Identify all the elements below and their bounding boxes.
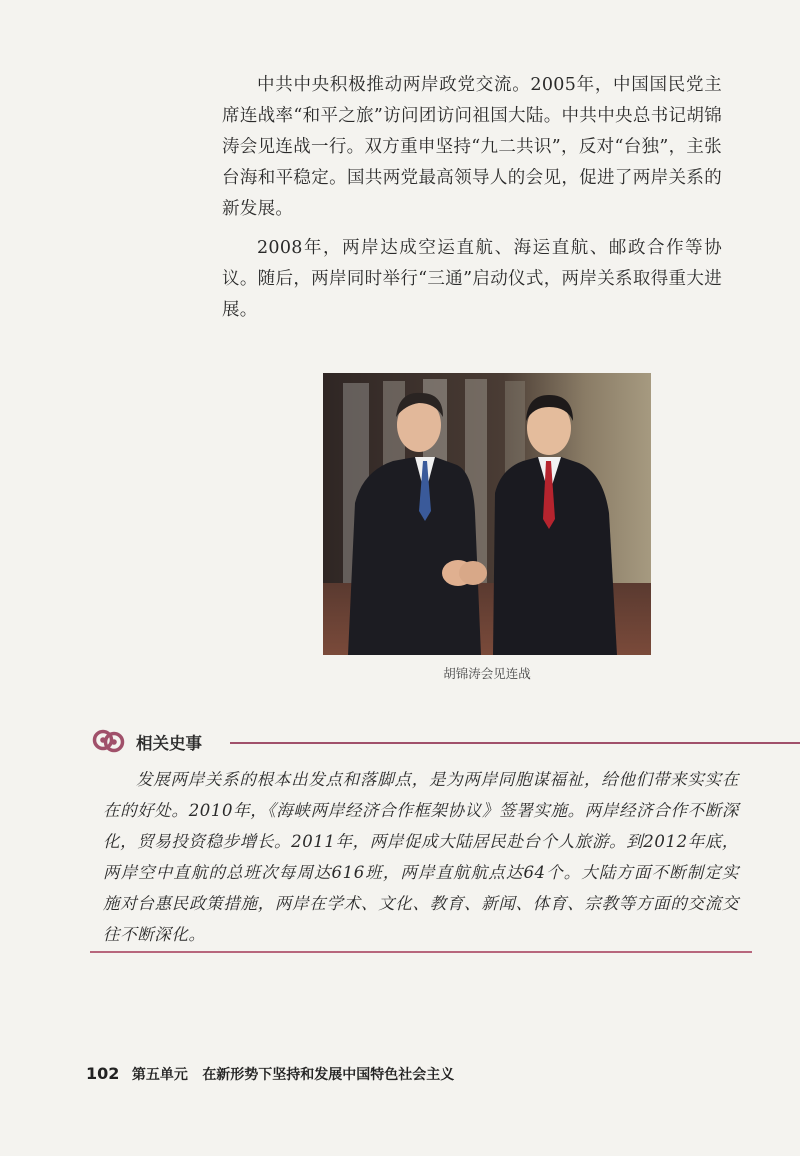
swirl-icon bbox=[92, 724, 126, 758]
unit-label: 第五单元 bbox=[131, 1067, 188, 1083]
related-history-title: 相关史事 bbox=[136, 734, 202, 753]
paragraph-three-links: 2008年，两岸达成空运直航、海运直航、邮政合作等协议。随后，两岸同时举行“三通”启动仪式，两岸关系取得重大进展。 bbox=[222, 238, 722, 320]
photo-handshake bbox=[323, 373, 651, 655]
handshake-illustration bbox=[323, 373, 651, 655]
related-history-text: 发展两岸关系的根本出发点和落脚点，是为两岸同胞谋福祉，给他们带来实实在在的好处。2010年，《海峡两岸经济合作框架协议》签署实施。两岸经济合作不断深化，贸易投资稳步增长。2011年，两岸促成大陆居民赴台个人旅游。到2012年底，两岸空中直航的总班次每周达616班，两岸直航航点达64个。大陆方面不断制定实施对台惠民政策措施，两岸在学术、文化、教育、新闻、体育、宗教等方面的交流交往不断深化。 bbox=[103, 770, 739, 944]
page-footer bbox=[86, 1064, 454, 1084]
photo-caption: 胡锦涛会见连战 bbox=[443, 666, 531, 681]
related-history-body bbox=[103, 764, 739, 950]
page-number: 102 bbox=[86, 1064, 120, 1083]
paragraph-kmt-visit: 中共中央积极推动两岸政党交流。2005年，中国国民党主席连战率“和平之旅”访问团访问祖国大陆。中共中央总书记胡锦涛会见连战一行。双方重申坚持“九二共识”，反对“台独”，主张台海和平稳定。国共两党最高领导人的会见，促进了两岸关系的新发展。 bbox=[222, 75, 722, 219]
related-divider bbox=[230, 742, 800, 744]
unit-title: 在新形势下坚持和发展中国特色社会主义 bbox=[202, 1067, 455, 1083]
related-bottom-divider bbox=[90, 951, 752, 953]
related-history-header bbox=[92, 724, 752, 760]
main-text bbox=[222, 70, 722, 334]
